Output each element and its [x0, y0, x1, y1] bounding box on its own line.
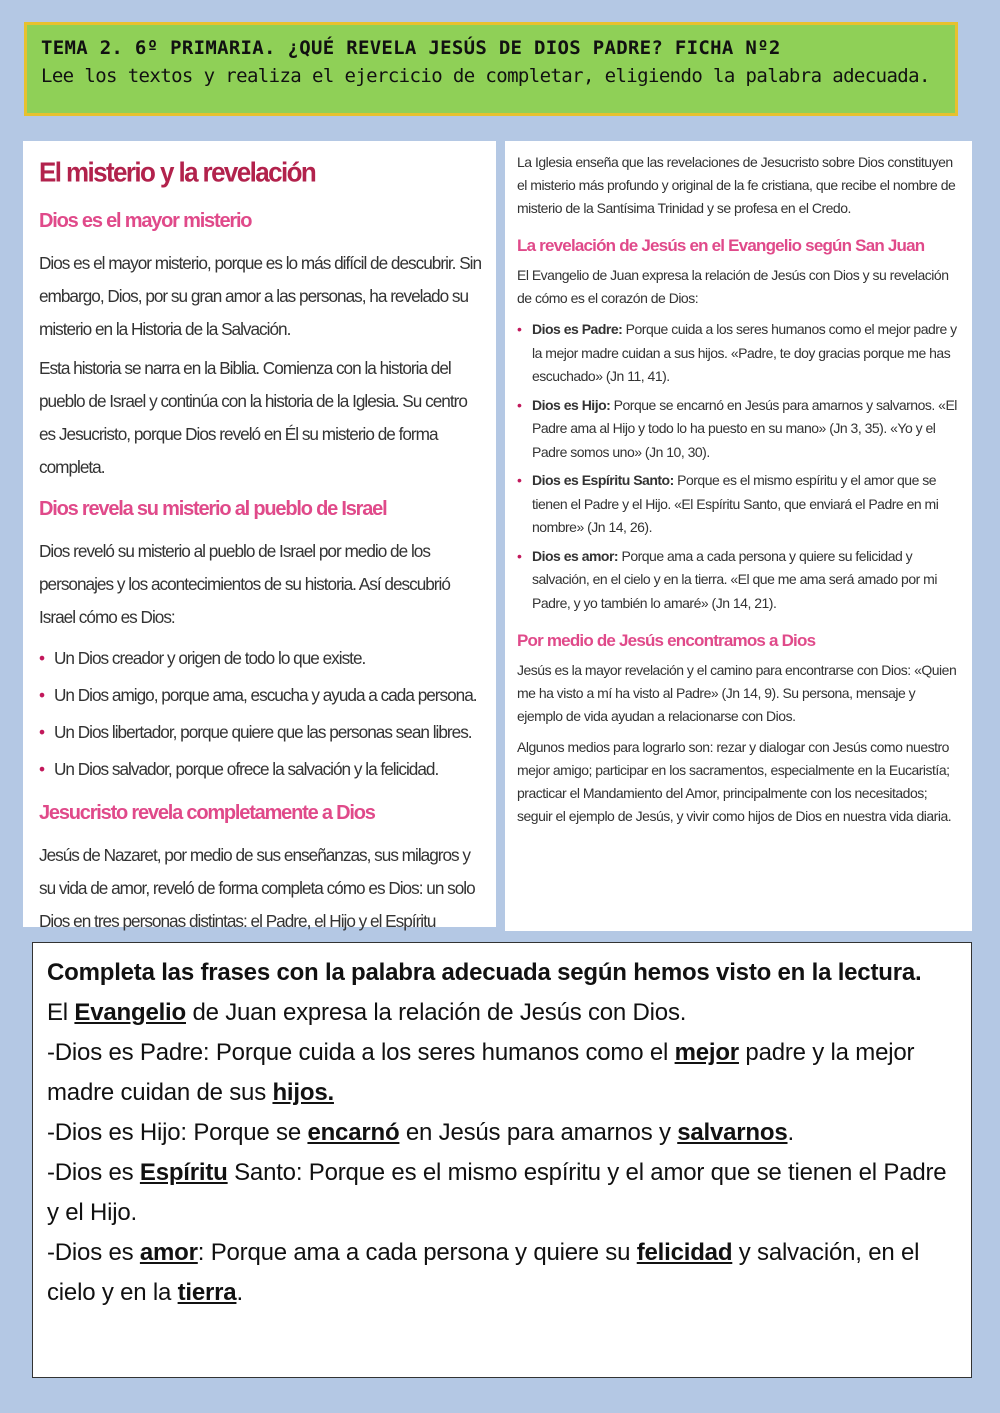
sentence-text: -Dios es: [47, 1159, 140, 1186]
paragraph: La Iglesia enseña que las revelaciones de Jesucristo sobre Dios constituyen el misterio más profundo y original de la fe cristiana, que recibe el nombre de misterio de la Santísima Trinidad y se profesa en el Credo.: [517, 154, 956, 216]
list-item-lead: Dios es amor:: [532, 547, 619, 564]
list-item: [517, 318, 964, 389]
exercise-sentence: [47, 1113, 957, 1153]
subheading-mayor-misterio: Dios es el mayor misterio: [39, 210, 252, 232]
sentence-text: en Jesús para amarnos y: [399, 1119, 678, 1146]
list-item: • Un Dios creador y origen de todo lo que existe.: [39, 640, 482, 677]
answer-blank[interactable]: encarnó: [307, 1119, 400, 1146]
paragraph: Dios es el mayor misterio, porque es lo más difícil de descubrir. Sin embargo, Dios, por su gran amor a las personas, ha revelado su misterio en la Historia de la Salvación.: [39, 253, 482, 339]
answer-blank[interactable]: tierra: [177, 1279, 237, 1306]
exercise-sentence: [47, 1033, 957, 1113]
fill-in-exercise: [32, 942, 972, 1378]
worksheet-header: [24, 22, 958, 116]
sentence-text: .: [236, 1279, 243, 1306]
list-item: • Un Dios salvador, porque ofrece la salvación y la felicidad.: [39, 751, 482, 788]
list-item-lead: Dios es Espíritu Santo:: [532, 472, 674, 488]
god-attributes-list: [39, 640, 482, 788]
exercise-sentence: [47, 993, 957, 1033]
paragraph: Jesús es la mayor revelación y el camino para encontrarse con Dios: «Quien me ha visto a mí ha visto al Padre» (Jn 14, 9). Su persona, mensaje y ejemplo de vida ayudan a relacionarse con Dios.: [517, 662, 957, 724]
paragraph: Esta historia se narra en la Biblia. Comienza con la historia del pueblo de Israel y continúa con la historia de la Iglesia. Su centro es Jesucristo, porque Dios reveló en Él su misterio de forma completa.: [39, 358, 467, 477]
answer-blank[interactable]: amor: [139, 1239, 198, 1266]
reading-left-column: [23, 141, 496, 931]
paragraph: Algunos medios para lograrlo son: rezar y dialogar con Jesús como nuestro mejor amigo; participar en los sacramentos, especialmente en la Eucaristía; practicar el Mandamiento del Amor, principalmente con los necesitados; seguir el ejemplo de Jesús, y vivir como hijos de Dios en nuestra vida diaria.: [517, 739, 952, 824]
subheading-encontramos-dios: Por medio de Jesús encontramos a Dios: [517, 631, 816, 650]
sentence-text: y salvación, en el cielo y en la: [47, 1239, 920, 1306]
list-item: • Un Dios amigo, porque ama, escucha y ayuda a cada persona.: [39, 677, 482, 714]
sentence-text: Santo: Porque es el mismo espíritu y el amor que se tienen el Padre y el Hijo.: [47, 1159, 947, 1226]
list-item-lead: Dios es Padre:: [532, 321, 623, 337]
paragraph: Jesús de Nazaret, por medio de sus enseñanzas, sus milagros y su vida de amor, reveló de forma completa cómo es Dios: un solo Dios en tres personas distintas: el Padre, el Hijo y el Espíritu: [39, 845, 475, 931]
sentence-text: -Dios es: [47, 1239, 140, 1266]
answer-blank[interactable]: Evangelio: [74, 999, 186, 1026]
paragraph: El Evangelio de Juan expresa la relación de Jesús con Dios y su revelación de cómo es el corazón de Dios:: [517, 267, 949, 306]
sentence-text: de Juan expresa la relación de Jesús con Dios.: [186, 999, 687, 1026]
section-title: El misterio y la revelación: [39, 155, 316, 189]
sentence-text: : Porque ama a cada persona y quiere su: [197, 1239, 637, 1266]
list-item: [517, 394, 964, 465]
answer-blank[interactable]: felicidad: [636, 1239, 733, 1266]
list-item-text: Porque cuida a los seres humanos como el mejor padre y la mejor madre cuidan a sus hijos. «Padre, te doy gracias porque me has escuchado» (Jn 11, 41).: [532, 321, 957, 384]
subheading-pueblo-israel: Dios revela su misterio al pueblo de Israel: [39, 498, 387, 520]
list-item: [517, 545, 964, 616]
answer-blank[interactable]: Espíritu: [139, 1159, 228, 1186]
worksheet-title: TEMA 2. 6º PRIMARIA. ¿QUÉ REVELA JESÚS DE DIOS PADRE? FICHA Nº2: [41, 37, 781, 59]
exercise-sentence: [47, 1233, 957, 1313]
paragraph: Dios reveló su misterio al pueblo de Israel por medio de los personajes y los acontecimientos de su historia. Así descubrió Israel cómo es Dios:: [39, 541, 450, 627]
list-item: [517, 469, 964, 540]
list-item-text: Porque es el mismo espíritu y el amor que se tienen el Padre y el Hijo. «El Espíritu Santo, que enviará el Padre en mi nombre» (Jn 14, 26).: [532, 472, 939, 535]
god-revelation-list: [517, 318, 964, 615]
exercise-sentence: [47, 1153, 957, 1233]
list-item-text: Porque ama a cada persona y quiere su felicidad y salvación, en el cielo y en la tierra. «El que me ama será amado por mi Padre, y yo también lo amaré» (Jn 14, 21).: [532, 547, 937, 611]
reading-right-column: [505, 141, 972, 931]
worksheet-instruction: Lee los textos y realiza el ejercicio de completar, eligiendo la palabra adecuada.: [41, 65, 930, 87]
subheading-jesucristo: Jesucristo revela completamente a Dios: [39, 802, 375, 824]
sentence-text: El: [47, 999, 75, 1026]
list-item: • Un Dios libertador, porque quiere que las personas sean libres.: [39, 714, 482, 751]
sentence-text: -Dios es Padre: Porque cuida a los seres humanos como el: [47, 1039, 675, 1066]
answer-blank[interactable]: hijos.: [272, 1079, 334, 1106]
sentence-text: .: [787, 1119, 794, 1146]
list-item-text: Porque se encarnó en Jesús para amarnos y salvarnos. «El Padre ama al Hijo y todo lo ha puesto en su mano» (Jn 3, 35). «Yo y el Padre somos uno» (Jn 10, 30).: [532, 396, 957, 460]
sentence-text: padre y la mejor madre cuidan de sus: [47, 1039, 915, 1106]
exercise-instruction: Completa las frases con la palabra adecuada según hemos visto en la lectura.: [47, 959, 922, 986]
sentence-text: -Dios es Hijo: Porque se: [47, 1119, 308, 1146]
list-item-lead: Dios es Hijo:: [532, 396, 611, 413]
subheading-evangelio-juan: La revelación de Jesús en el Evangelio según San Juan: [517, 236, 925, 255]
answer-blank[interactable]: salvarnos: [677, 1119, 788, 1146]
answer-blank[interactable]: mejor: [674, 1039, 739, 1066]
